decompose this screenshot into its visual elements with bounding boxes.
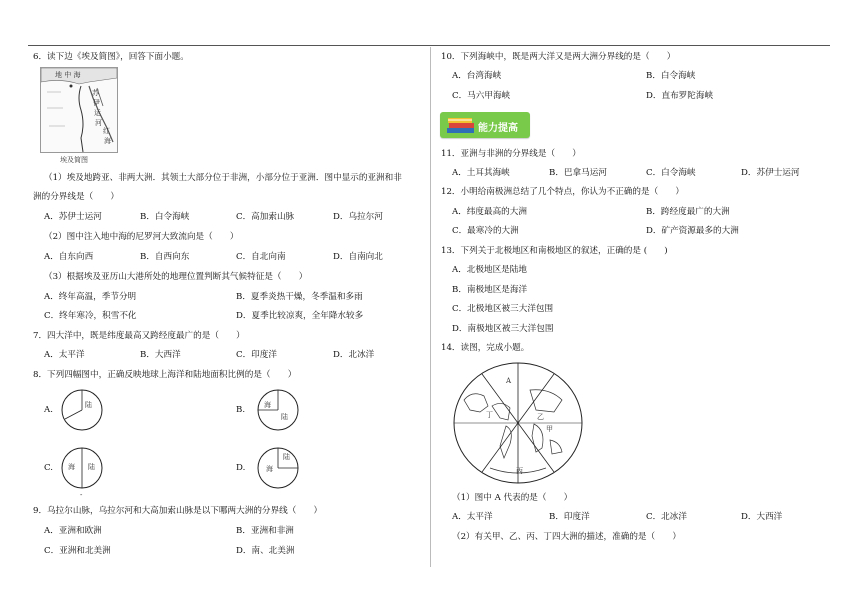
q11-option-a[interactable]: A．土耳其海峡: [452, 168, 510, 178]
q14-label-ding: 丁: [486, 411, 493, 419]
q6-sub1-line1: （1）埃及地跨亚、非两大洲．其领土大部分位于非洲，小部分位于亚洲．图中显示的亚洲和非: [44, 173, 402, 183]
q8-d-sea-label: 海: [266, 465, 273, 473]
q6-sub3-option-a[interactable]: A．终年高温，季节分明: [44, 292, 137, 302]
q8-option-c-letter[interactable]: C.: [44, 463, 54, 473]
q9-option-c[interactable]: C．亚洲和北美洲: [44, 546, 111, 556]
q10-stem: 10．下列海峡中，既是两大洋又是两大洲分界线的是（ ）: [441, 52, 676, 62]
q8-c-sea-label: 海: [68, 463, 75, 471]
map-label-yi: 伊: [93, 99, 100, 107]
q7-option-b[interactable]: B．大西洋: [140, 350, 181, 360]
q8-a-land-label: 陆: [85, 401, 92, 409]
q11-option-d[interactable]: D．苏伊士运河: [741, 168, 800, 178]
q6-sub2-option-c[interactable]: C．自北向南: [236, 252, 286, 262]
q12-option-c[interactable]: C．最寒冷的大洲: [452, 226, 519, 236]
q9-option-d[interactable]: D．南、北美洲: [236, 546, 295, 556]
q8-option-d-letter[interactable]: D.: [236, 463, 246, 473]
column-divider: [430, 47, 431, 567]
q14-sub1-option-a[interactable]: A．太平洋: [452, 512, 493, 522]
q14-label-bing: 丙: [516, 467, 523, 475]
map-label-su: 苏: [92, 89, 99, 97]
map-label-he: 河: [95, 119, 102, 127]
q6-sub1-line2: 洲的分界线是（ ）: [33, 192, 119, 202]
q6-sub2-option-b[interactable]: B．自西向东: [140, 252, 190, 262]
egypt-map-caption: 埃及简图: [60, 156, 88, 164]
q8-c-mark: -: [80, 491, 83, 499]
q6-sub2-option-d[interactable]: D．自南向北: [333, 252, 383, 262]
q12-option-a[interactable]: A．纬度最高的大洲: [452, 207, 527, 217]
q6-stem: 6．读下边《埃及简图》，回答下面小题。: [33, 52, 189, 62]
q6-sub1-option-b[interactable]: B．白令海峡: [140, 212, 190, 222]
map-label-sea: 地 中 海: [55, 71, 81, 79]
q13-option-d[interactable]: D．南极地区被三大洋包围: [452, 324, 554, 334]
q14-sub1: （1）图中 A 代表的是（ ）: [452, 493, 573, 503]
q6-sub2: （2）图中注入地中海的尼罗河大致流向是（ ）: [44, 232, 239, 242]
q11-option-c[interactable]: C．白令海峡: [646, 168, 696, 178]
q13-option-a[interactable]: A．北极地区是陆地: [452, 265, 527, 275]
q8-b-sea-label: 海: [264, 401, 271, 409]
q7-option-c[interactable]: C．印度洋: [236, 350, 277, 360]
q14-sub1-option-c[interactable]: C．北冰洋: [646, 512, 687, 522]
q13-option-b[interactable]: B．南极地区是海洋: [452, 285, 528, 295]
q8-d-land-label: 陆: [283, 453, 290, 461]
q9-option-b[interactable]: B．亚洲和非洲: [236, 526, 294, 536]
q8-option-b-pie[interactable]: [256, 388, 300, 432]
q14-sub1-option-b[interactable]: B．印度洋: [549, 512, 590, 522]
q14-sub1-option-d[interactable]: D．大西洋: [741, 512, 783, 522]
q6-sub1-option-a[interactable]: A．苏伊士运河: [44, 212, 102, 222]
q14-label-jia: 甲: [546, 425, 553, 433]
q6-sub1-option-c[interactable]: C．高加索山脉: [236, 212, 295, 222]
q6-sub3-option-b[interactable]: B．夏季炎热干燥，冬季温和多雨: [236, 292, 363, 302]
q10-option-c[interactable]: C．马六甲海峡: [452, 91, 511, 101]
q6-sub2-option-a[interactable]: A．自东向西: [44, 252, 94, 262]
q7-option-d[interactable]: D．北冰洋: [333, 350, 375, 360]
q14-label-a: A: [506, 377, 512, 385]
q8-stem: 8．下列四幅图中，正确反映地球上海洋和陆地面积比例的是（ ）: [33, 370, 297, 380]
q12-option-d[interactable]: D．矿产资源最多的大洲: [646, 226, 739, 236]
q7-stem: 7．四大洋中，既是纬度最高又跨经度最广的是（ ）: [33, 331, 245, 341]
section-badge-label: 能力提高: [478, 123, 518, 134]
q9-option-a[interactable]: A．亚洲和欧洲: [44, 526, 102, 536]
q14-sub2: （2）有关甲、乙、丙、丁四大洲的描述，准确的是（ ）: [452, 532, 681, 542]
q14-label-yi: 乙: [537, 413, 544, 421]
map-label-hai: 海: [104, 137, 111, 145]
q10-option-d[interactable]: D．直布罗陀海峡: [646, 91, 714, 101]
q9-stem: 9．乌拉尔山脉，乌拉尔河和大高加索山脉是以下哪两大洲的分界线（ ）: [33, 506, 323, 516]
q6-sub3-option-d[interactable]: D．夏季比较凉爽，全年降水较多: [236, 311, 364, 321]
q8-b-land-label: 陆: [281, 413, 288, 421]
q13-option-c[interactable]: C．北极地区被三大洋包围: [452, 304, 554, 314]
q6-sub1-option-d[interactable]: D．乌拉尔河: [333, 212, 383, 222]
q8-option-a-letter[interactable]: A.: [44, 405, 53, 415]
q8-option-b-letter[interactable]: B.: [236, 405, 246, 415]
books-icon: [446, 115, 476, 135]
q13-stem: 13．下列关于北极地区和南极地区的叙述，正确的是 ( ): [441, 246, 668, 256]
q8-option-d-pie[interactable]: [256, 446, 300, 490]
q11-stem: 11．亚洲与非洲的分界线是（ ）: [441, 149, 581, 159]
q10-option-b[interactable]: B．白令海峡: [646, 71, 696, 81]
q7-option-a[interactable]: A．太平洋: [44, 350, 85, 360]
q8-c-land-label: 陆: [88, 463, 95, 471]
q6-sub3-option-c[interactable]: C．终年寒冷，积雪不化: [44, 311, 137, 321]
header-rule: [28, 45, 830, 46]
q12-stem: 12．小明给南极洲总结了几个特点，你认为不正确的是（ ）: [441, 187, 684, 197]
q8-option-c-pie[interactable]: [60, 446, 104, 490]
q8-option-a-pie[interactable]: [60, 388, 104, 432]
q14-stem: 14．读图，完成小题。: [441, 343, 530, 353]
section-badge: [440, 112, 530, 138]
q10-option-a[interactable]: A．台湾海峡: [452, 71, 502, 81]
egypt-map: [40, 67, 118, 153]
q11-option-b[interactable]: B．巴拿马运河: [549, 168, 607, 178]
q6-sub3: （3）根据埃及亚历山大港所处的地理位置判断其气候特征是（ ）: [44, 272, 308, 282]
map-label-yun: 运: [94, 109, 101, 117]
map-label-red: 红: [103, 127, 110, 135]
q12-option-b[interactable]: B．跨经度最广的大洲: [646, 207, 730, 217]
